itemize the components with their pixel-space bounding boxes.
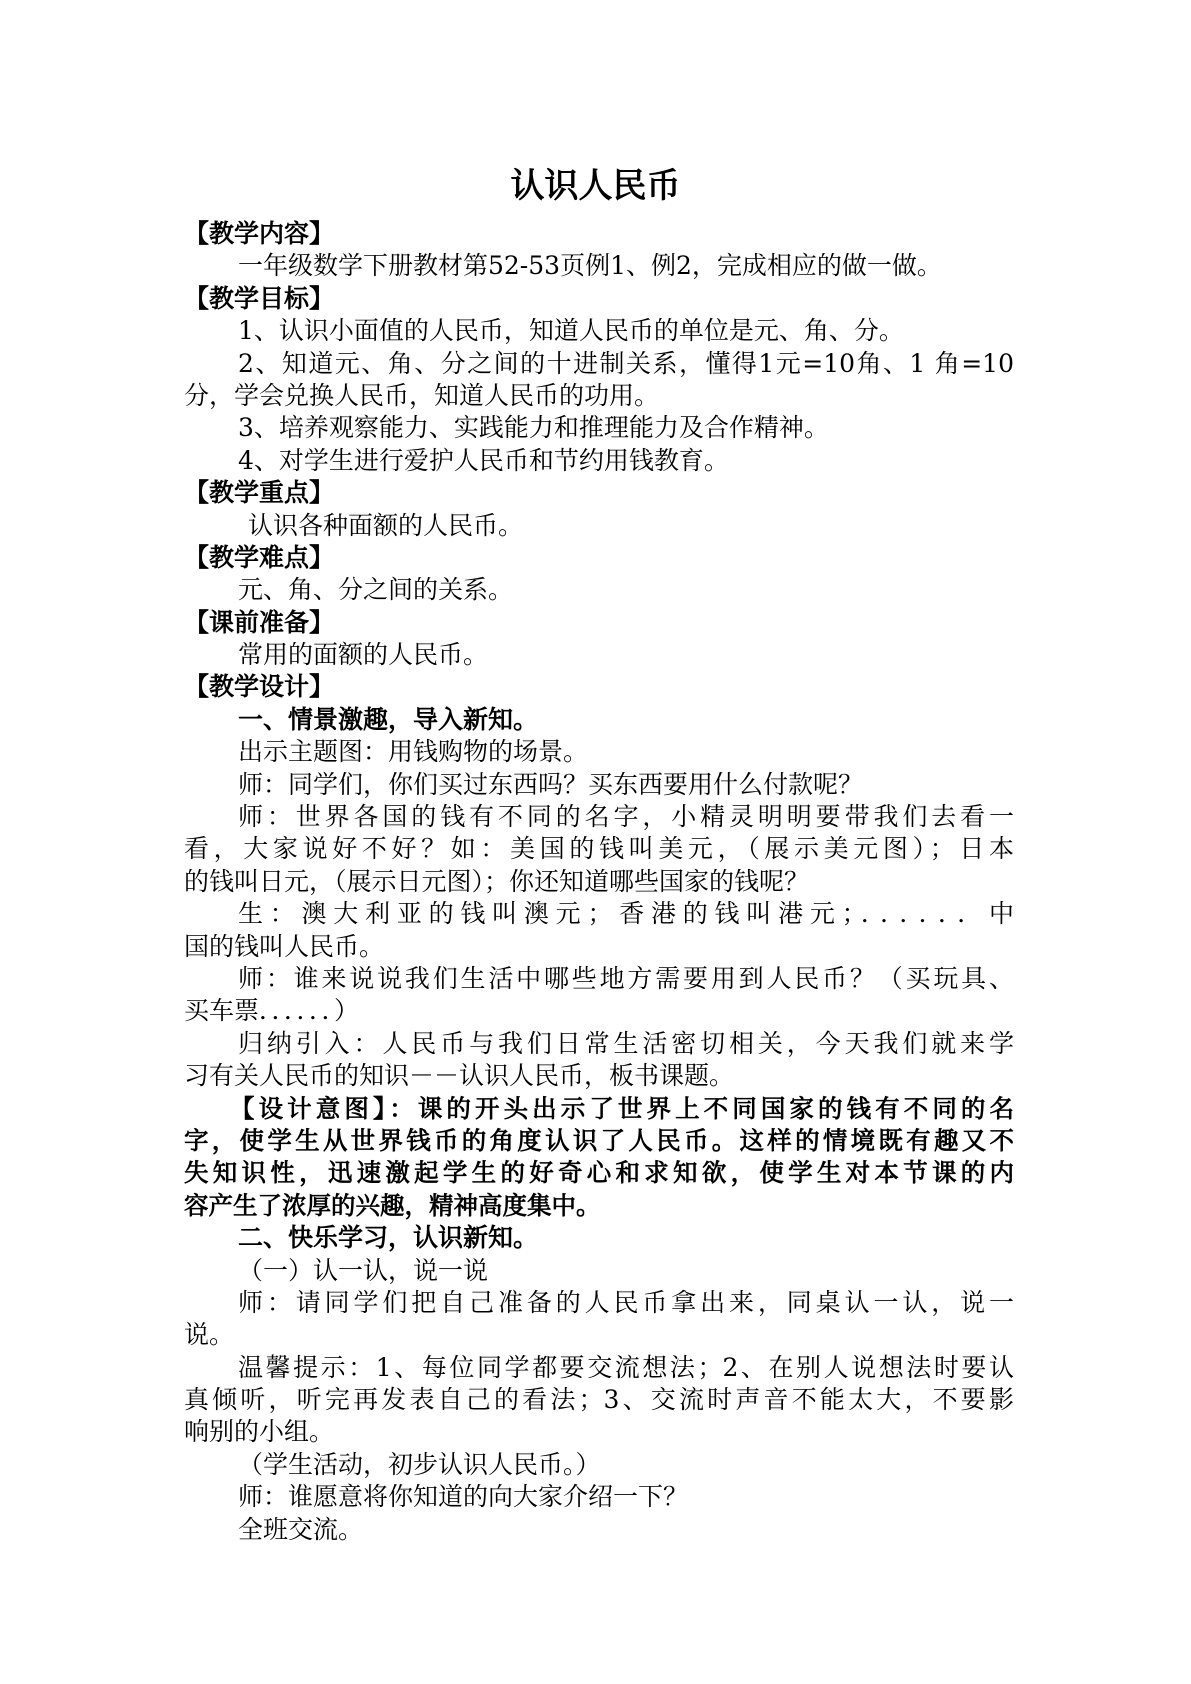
paragraph-line: 响别的小组。 bbox=[184, 1417, 335, 1447]
paragraph-line: 师：同学们，你们买过东西吗？买东西要用什么付款呢？ bbox=[238, 769, 864, 799]
paragraph-line: 的钱叫日元，（展示日元图）；你还知道哪些国家的钱呢？ bbox=[184, 866, 810, 896]
paragraph-line: 师：请同学们把自己准备的人民币拿出来，同桌认一认，说一 bbox=[238, 1287, 1014, 1317]
paragraph-line: 一年级数学下册教材第52-53页例1、例2，完成相应的做一做。 bbox=[238, 251, 942, 281]
paragraph-line: 生：澳大利亚的钱叫澳元；香港的钱叫港元；．．．．．．中 bbox=[238, 899, 1014, 929]
paragraph-line: 2、知道元、角、分之间的十进制关系，懂得1元=10角、1 角=10 bbox=[238, 348, 1014, 378]
paragraph-line: 出示主题图：用钱购物的场景。 bbox=[238, 737, 589, 767]
paragraph-line: 说。 bbox=[184, 1320, 235, 1350]
section-heading: 【教学目标】 bbox=[184, 283, 335, 313]
section-heading: 【教学内容】 bbox=[184, 219, 335, 248]
paragraph-line: （学生活动，初步认识人民币。） bbox=[238, 1449, 601, 1479]
paragraph-line: 全班交流。 bbox=[238, 1514, 364, 1544]
paragraph-line: 真倾听，听完再发表自己的看法；3、交流时声音不能太大，不要影 bbox=[184, 1385, 1014, 1415]
section-heading: 【教学设计】 bbox=[184, 672, 335, 702]
paragraph-line: 师：世界各国的钱有不同的名字，小精灵明明要带我们去看一 bbox=[238, 802, 1014, 832]
section-heading: 【教学难点】 bbox=[184, 542, 335, 572]
paragraph-line: 买车票．．．．．．） bbox=[184, 996, 360, 1026]
paragraph-line: 元、角、分之间的关系。 bbox=[238, 575, 514, 605]
design-intent-line: 【设计意图】：课的开头出示了世界上不同国家的钱有不同的名 bbox=[230, 1093, 1014, 1123]
paragraph-line: 国的钱叫人民币。 bbox=[184, 931, 385, 961]
paragraph-line: 1、认识小面值的人民币，知道人民币的单位是元、角、分。 bbox=[238, 316, 904, 346]
section-heading: 【教学重点】 bbox=[184, 478, 335, 508]
paragraph-line: 师：谁来说说我们生活中哪些地方需要用到人民币？（买玩具、 bbox=[238, 963, 1014, 993]
design-intent-line: 失知识性，迅速激起学生的好奇心和求知欲，使学生对本节课的内 bbox=[184, 1158, 1014, 1188]
paragraph-line: 认识各种面额的人民币。 bbox=[248, 510, 524, 540]
paragraph-line: （一）认一认，说一说 bbox=[238, 1255, 489, 1285]
paragraph-line: 师：谁愿意将你知道的向大家介绍一下？ bbox=[238, 1482, 689, 1512]
document-body bbox=[184, 218, 1014, 1546]
design-intent-line: 字，使学生从世界钱币的角度认识了人民币。这样的情境既有趣又不 bbox=[184, 1125, 1014, 1155]
paragraph-line: 看，大家说好不好？如：美国的钱叫美元，（展示美元图）；日本 bbox=[184, 834, 1014, 864]
subsection-heading: 一、情景激趣，导入新知。 bbox=[238, 704, 539, 734]
subsection-heading: 二、快乐学习，认识新知。 bbox=[238, 1223, 539, 1253]
paragraph-line: 4、对学生进行爱护人民币和节约用钱教育。 bbox=[238, 445, 729, 475]
paragraph-line: 分，学会兑换人民币，知道人民币的功用。 bbox=[184, 380, 660, 410]
paragraph-line: 归纳引入：人民币与我们日常生活密切相关，今天我们就来学 bbox=[238, 1028, 1014, 1058]
paragraph-line: 常用的面额的人民币。 bbox=[238, 640, 489, 670]
paragraph-line: 温馨提示：1、每位同学都要交流想法；2、在别人说想法时要认 bbox=[238, 1352, 1014, 1382]
design-intent-line: 容产生了浓厚的兴趣，精神高度集中。 bbox=[184, 1190, 601, 1220]
page-title: 认识人民币 bbox=[510, 166, 681, 206]
paragraph-line: 3、培养观察能力、实践能力和推理能力及合作精神。 bbox=[238, 413, 829, 443]
section-heading: 【课前准备】 bbox=[184, 607, 335, 637]
paragraph-line: 习有关人民币的知识－－认识人民币，板书课题。 bbox=[184, 1061, 735, 1091]
